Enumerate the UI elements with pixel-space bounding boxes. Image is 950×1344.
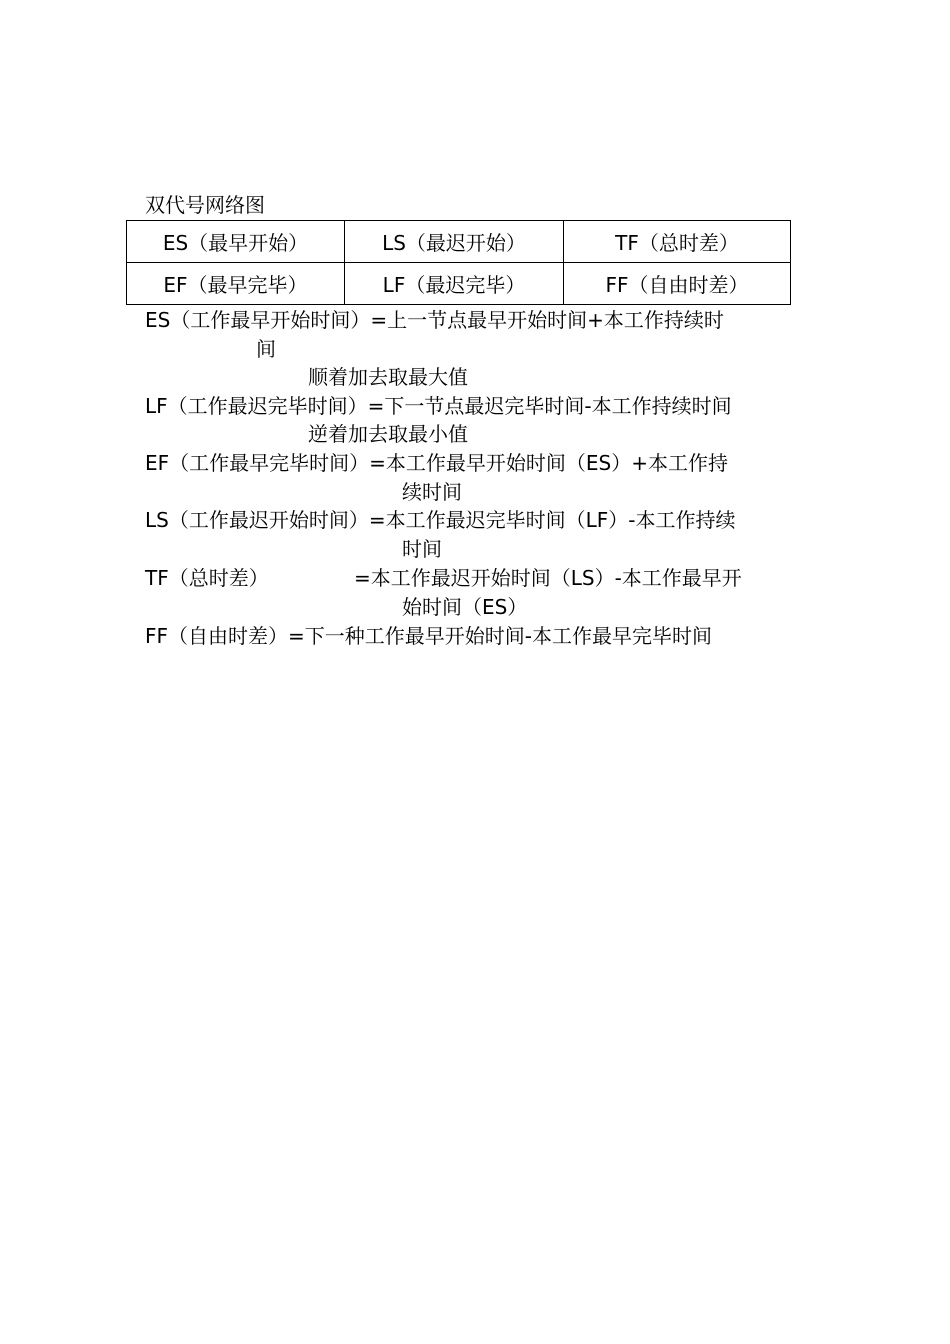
es-rule: 顺着加去取最大值 xyxy=(308,365,468,389)
ef-formula-line2: 续时间 xyxy=(402,480,462,504)
tf-formula-label: TF（总时差） xyxy=(145,566,269,590)
document-title: 双代号网络图 xyxy=(145,193,265,217)
table-cell-ef: EF（最早完毕） xyxy=(127,263,345,305)
ef-formula-line1: EF（工作最早完毕时间）=本工作最早开始时间（ES）+本工作持 xyxy=(145,451,728,475)
ls-formula-line1: LS（工作最迟开始时间）=本工作最迟完毕时间（LF）-本工作持续 xyxy=(145,508,736,532)
table-cell-es: ES（最早开始） xyxy=(127,221,345,263)
lf-rule: 逆着加去取最小值 xyxy=(308,422,468,446)
time-parameter-table xyxy=(126,220,791,305)
ls-formula-line2: 时间 xyxy=(402,537,442,561)
tf-formula-line1: =本工作最迟开始时间（LS）-本工作最早开 xyxy=(354,566,742,590)
table-cell-lf: LF（最迟完毕） xyxy=(345,263,564,305)
table-cell-tf: TF（总时差） xyxy=(564,221,791,263)
table-cell-ff: FF（自由时差） xyxy=(564,263,791,305)
ff-formula-line1: FF（自由时差）=下一种工作最早开始时间-本工作最早完毕时间 xyxy=(145,624,712,648)
table-cell-ls: LS（最迟开始） xyxy=(345,221,564,263)
table-row xyxy=(127,263,791,305)
tf-formula-line2: 始时间（ES） xyxy=(402,595,528,619)
lf-formula-line1: LF（工作最迟完毕时间）=下一节点最迟完毕时间-本工作持续时间 xyxy=(145,394,732,418)
table-row xyxy=(127,221,791,263)
es-formula-line1: ES（工作最早开始时间）=上一节点最早开始时间+本工作持续时 xyxy=(145,308,724,332)
es-formula-line2: 间 xyxy=(256,337,276,361)
